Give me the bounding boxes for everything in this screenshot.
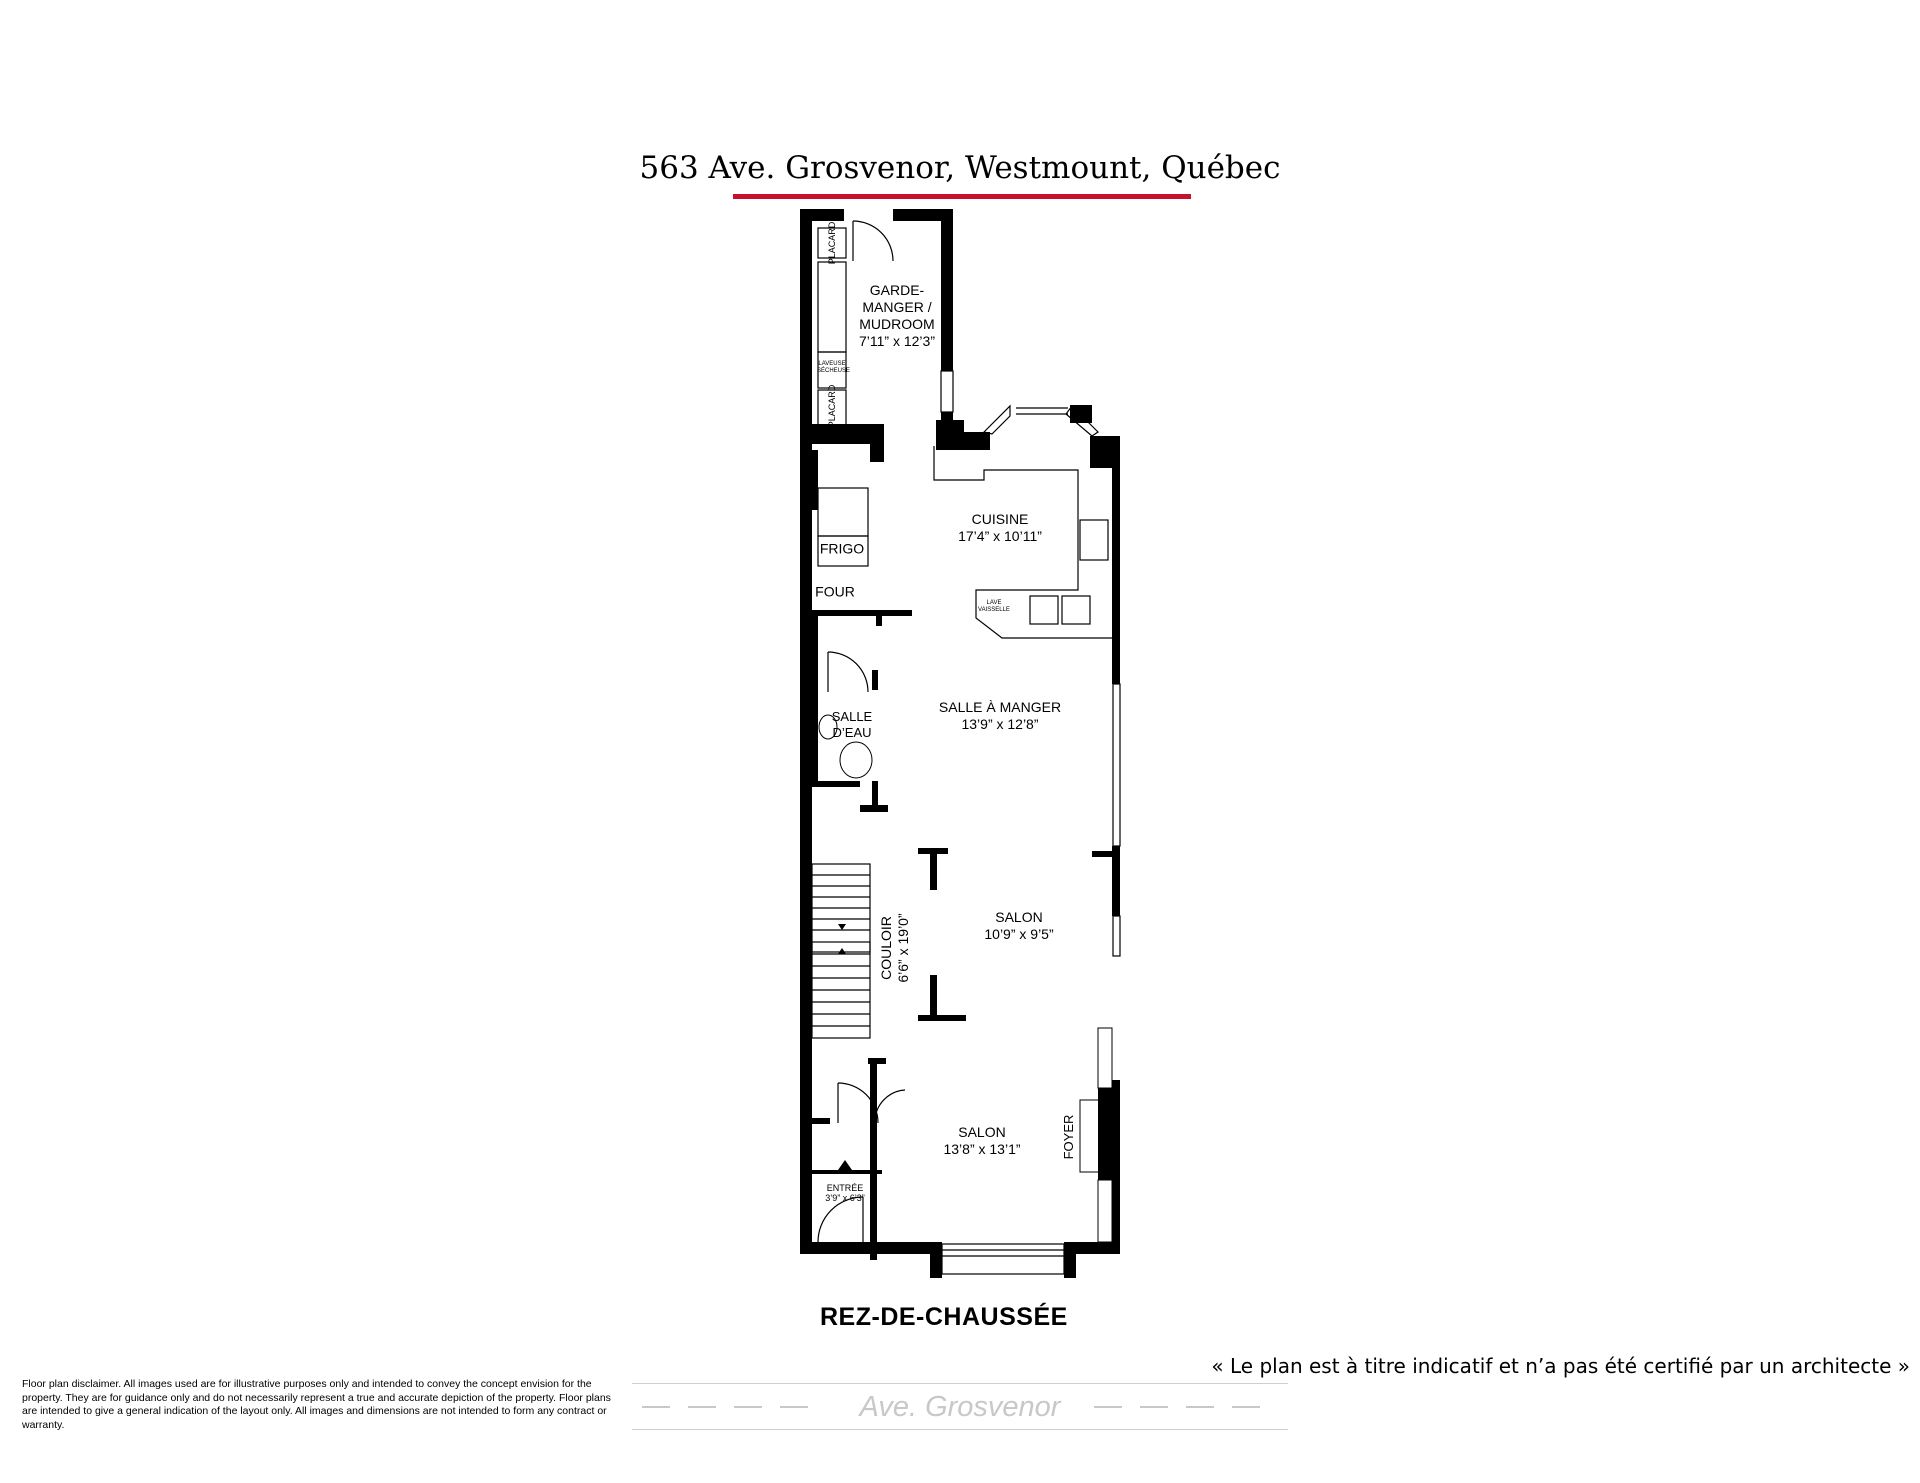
fixture-label-placard-1: PLACARD xyxy=(827,221,837,265)
room-label-salon-1: SALON 10’9” x 9’5” xyxy=(984,909,1054,942)
room-label-entree: ENTRÉE 3’9” x 6’3” xyxy=(825,1183,865,1203)
room-label-salon-2: SALON 13’8” x 13’1” xyxy=(943,1124,1021,1157)
street-name: Ave. Grosvenor xyxy=(859,1391,1061,1423)
room-label-salle-a-manger: SALLE À MANGER 13’9” x 12’8” xyxy=(938,699,1062,732)
room-label-salle-deau: SALLE D’EAU xyxy=(831,709,873,740)
stair-arrows xyxy=(838,924,852,1170)
fixture-label-lave-vaisselle: LAVE VAISSELLE xyxy=(978,600,1010,613)
title-underline xyxy=(733,194,1191,199)
fixture-label-placard-2: PLACARD xyxy=(827,384,837,428)
fixture-label-four: FOUR xyxy=(815,583,855,600)
fixture-label-laveuse: LAVEUSE SÉCHEUSE xyxy=(817,361,851,374)
fixture-label-frigo: FRIGO xyxy=(819,540,865,557)
disclaimer-en: Floor plan disclaimer. All images used are for illustrative purposes only and intended to convey the concept envision for the property. They are for guidance only and do not necessarily represent a true and accurate depiction of the property. Floor plans are intended to give a general indication of the layout only. All images and dimensions are not intended to form any contract or warranty. xyxy=(22,1378,611,1431)
level-label: REZ-DE-CHAUSSÉE xyxy=(820,1303,1068,1331)
room-label-cuisine: CUISINE 17’4” x 10’11” xyxy=(958,511,1042,544)
disclaimer-fr: « Le plan est à titre indicatif et n’a pas été certifié par un architecte » xyxy=(1211,1354,1910,1378)
address-title: 563 Ave. Grosvenor, Westmount, Québec xyxy=(639,150,1281,186)
street-band xyxy=(632,1383,1288,1430)
fixture-label-foyer: FOYER xyxy=(1061,1114,1076,1160)
sink-icon xyxy=(840,742,872,778)
room-label-couloir: COULOIR 6’6” x 19’0” xyxy=(878,913,911,983)
room-label-garde-manger: GARDE- MANGER / MUDROOM 7’11” x 12’3” xyxy=(858,282,936,349)
